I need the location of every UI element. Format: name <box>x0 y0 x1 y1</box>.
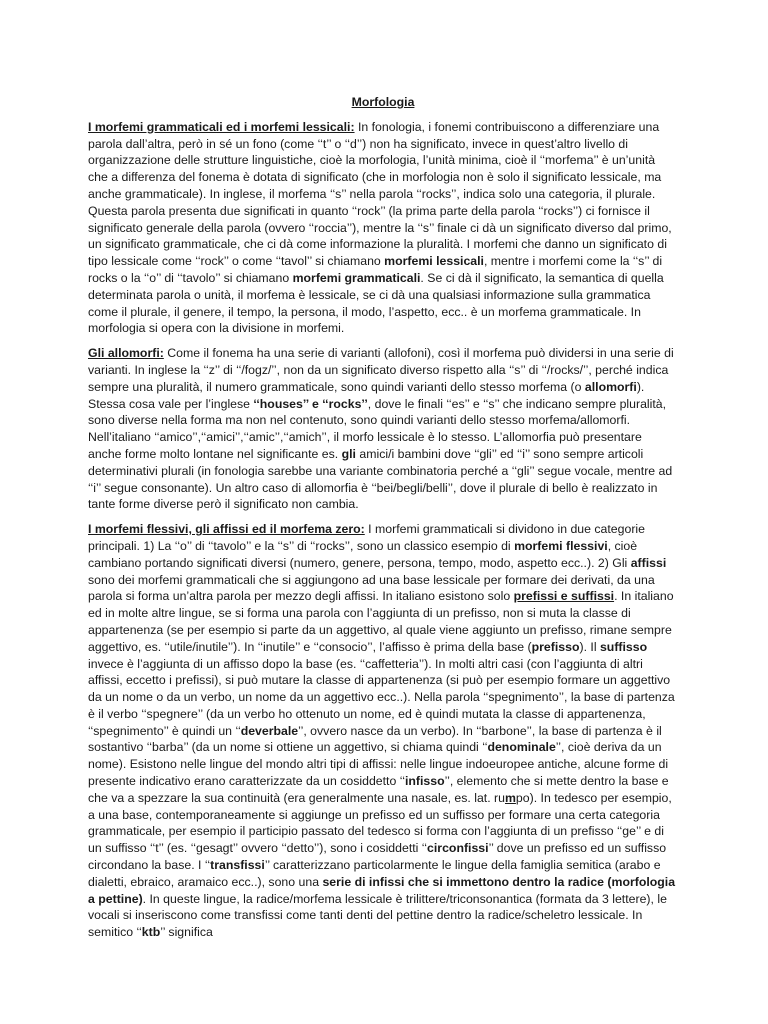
bold-term: morfemi grammaticali <box>292 270 421 285</box>
body-text: , mentre i morfemi come la ‘‘s’’ di rocks o la ‘‘o’’ di ‘‘tavolo’’ si chiamano <box>88 254 663 285</box>
body-text: . Se ci dà il significato, la semantica di quella determinata parola o unità, il morfema è lessicale, se ci dà una qualsiasi informazione sulla grammatica come il plurale, il genere, il tempo, la persona, il modo, l’aspetto, ecc.. è un morfema grammaticale. In morfologia si opera con la divisione in morfemi. <box>88 270 664 336</box>
body-text: sono dei morfemi grammaticali che si aggiungono ad una base lessicale per formare dei derivati, da una parola si forma un’altra parola per mezzo degli affissi. In italiano esistono solo <box>88 572 655 604</box>
body-text: . In queste lingue, la radice/morfema lessicale è trilittere/triconsonantica (formata da 3 lettere), le vocali si inseriscono come transfissi come tanti denti del pettine dentro la radice/scheletro lessicale. In semitico ‘‘ <box>88 891 667 940</box>
bold-term: ktb <box>141 925 161 940</box>
body-text: ’’ significa <box>160 925 213 940</box>
body-text: ’’, cioè deriva da un nome). Esistono nelle lingue del mondo altri tipi di affissi: nelle lingue indoeuropee antiche, alcune forme di presente indicativo erano caratterizzate da un cosiddetto ‘‘ <box>88 740 669 789</box>
bold-term: denominale <box>487 740 556 755</box>
paragraph <box>88 521 678 941</box>
bold-term: transfissi <box>210 858 265 873</box>
body-text: ). Il <box>579 639 600 654</box>
paragraph <box>88 119 678 337</box>
bold-term: morfemi lessicali <box>384 254 484 269</box>
bold-term: prefissi e suffissi <box>513 589 615 604</box>
paragraph <box>88 345 678 513</box>
bold-term: infisso <box>404 774 445 789</box>
section-heading: I morfemi grammaticali ed i morfemi lessicali: <box>88 119 355 134</box>
body-text: ’’ caratterizzano particolarmente le lingue della famiglia semitica (arabo e dialetti, ebraico, aramaico ecc..), sono una <box>88 858 661 889</box>
body-text: ’’, elemento che si mette dentro la base e che va a spezzare la sua continuità (era generalmente una nasale, es. lat. ru <box>88 774 669 805</box>
page-title: Morfologia <box>351 95 415 109</box>
body-text: I morfemi grammaticali si dividono in due categorie principali. 1) La ‘‘o’’ di ‘‘tavolo’’ e la ‘‘s’’ di ‘‘rocks’’, sono un classico esempio di <box>88 522 645 553</box>
bold-term: deverbale <box>240 723 299 738</box>
body-text: . In italiano ed in molte altre lingue, se si forma una parola con l’aggiunta di un prefisso, non si muta la classe di appartenenza (se per esempio si parte da un aggettivo, al quale viene aggiunto un prefisso, rimane sempre aggettivo, es. ‘‘utile/inutile’’). In ‘‘inutile’’ e ‘‘consocio’’, l’affisso è prima della base ( <box>88 589 674 654</box>
body-text: po). In tedesco per esempio, a una base, contemporaneamente si aggiunge un prefisso ed un suffisso per formare una certa categoria grammaticale, per esempio il participio passato del tedesco si forma con l’aggiunta di un prefisso ‘‘ge’’ e di un suffisso ‘‘t’’ (es. ‘‘gesagt’’ ovvero ‘‘detto’’), sono i cosiddetti ‘‘ <box>88 790 672 856</box>
bold-term: serie di infissi che si immettono dentro la radice (morfologia a pettine) <box>88 874 676 906</box>
bold-term: affissi <box>630 555 667 570</box>
section-heading: Gli allomorfi: <box>88 346 164 361</box>
bold-term: allomorfi <box>584 379 637 394</box>
section-heading: I morfemi flessivi, gli affissi ed il morfema zero: <box>88 522 365 537</box>
body-text: ). Stessa cosa vale per l’inglese <box>88 379 645 411</box>
body-text: invece è l’aggiunta di un affisso dopo la base (es. ‘‘caffetteria’’). In molti altri casi (con l’aggiunta di altri affissi, eccetto i prefissi), si può mutare la classe di appartenenza (si può per esempio formare un aggettivo da un nome o da un verbo, un nome da un aggettivo ecc..). Nella parola ‘‘spegnimento’’, la base di partenza è il verbo ‘‘spegnere’’ (da un verbo ho ottenuto un nome, ed è quindi mutata la classe di appartenenza, ‘‘spegnimento’’ è quindi un ‘‘ <box>88 656 675 738</box>
body-text: ’’, ovvero nasce da un verbo). In ‘‘barbone’’, la base di partenza è il sostantivo ‘‘barba’’ (da un nome si ottiene un aggettivo, si chiama quindi ‘‘ <box>88 723 662 755</box>
bold-term: suffisso <box>599 639 648 654</box>
document-page <box>88 94 678 949</box>
bold-term: m <box>504 790 516 805</box>
body-text: Come il fonema ha una serie di varianti (allofoni), così il morfema può dividersi in una serie di varianti. In inglese la ‘‘z’’ di ‘‘/fogz/’’, non da un significato diverso rispetto alla ‘‘s’’ di ‘‘/rocks/’’, perché indica sempre una pluralità, il numero grammaticale, sono quindi varianti dello stesso morfema (o <box>88 346 674 394</box>
body-text: , dove le finali ‘‘es’’ e ‘‘s’’ che indicano sempre pluralità, sono diverse nella forma ma non nel contenuto, sono quindi varianti dello stesso morfema/allomorfi. Nell’italiano ‘‘amico’’,‘‘amici’’,‘‘amic’’,‘‘amich’’, il morfo lessicale è lo stesso. L’allomorfia può presentare anche forme molto lontane nel significante es. <box>88 396 667 461</box>
bold-term: circonfissi <box>427 841 489 856</box>
body-text: ’’ dove un prefisso ed un suffisso circondano la base. I ‘‘ <box>88 841 667 873</box>
body-text: amici/i bambini dove ‘‘gli’’ ed ‘‘i’’ sono sempre articoli determinativi plurali (in fonologia sarebbe una variante combinatoria perché a ‘‘gli’’ segue vocale, mentre ad ‘‘i’’ segue consonante). Un altro caso di allomorfia è ‘‘bei/begli/belli’’, dove il plurale di bello è realizzato in tante forme diverse però il significato non cambia. <box>88 446 673 512</box>
body-text: , cioè cambiano portando significati diversi (numero, genere, persona, tempo, modo, aspetto ecc..). 2) Gli <box>88 538 638 570</box>
bold-term: gli <box>341 446 356 461</box>
body-text: In fonologia, i fonemi contribuiscono a differenziare una parola dall’altra, però in sé un fono (come ‘‘t’’ o ‘‘d’’) non ha significato, invece in quest’altro livello di organizzazione delle strutture linguistiche, cioè la morfologia, l’unità minima, cioè il ‘‘morfema’’ è un’unità che a differenza del fonema è dotata di significato (che in morfologia non è solo il significato lessicale, ma anche grammaticale). In inglese, il morfema ‘‘s’’ nella parola ‘‘rocks’’, indica solo una categoria, il plurale. Questa parola presenta due significati in quanto ‘‘rock’’ (la prima parte della parola ‘‘rocks’’) ci fornisce il significato generale della parola (ovvero ‘‘roccia’’), mentre la ‘‘s’’ finale ci dà un significato diverso dal primo, un significato grammaticale, che ci dà come informazione la pluralità. I morfemi che danno un significato di tipo lessicale come ‘‘rock’’ o come ‘‘tavol’’ si chiamano <box>88 119 672 269</box>
document-body <box>88 119 678 941</box>
bold-term: prefisso <box>531 639 580 654</box>
bold-term: ‘‘houses’’ e ‘‘rocks’’ <box>253 396 368 411</box>
bold-term: morfemi flessivi <box>514 538 608 553</box>
